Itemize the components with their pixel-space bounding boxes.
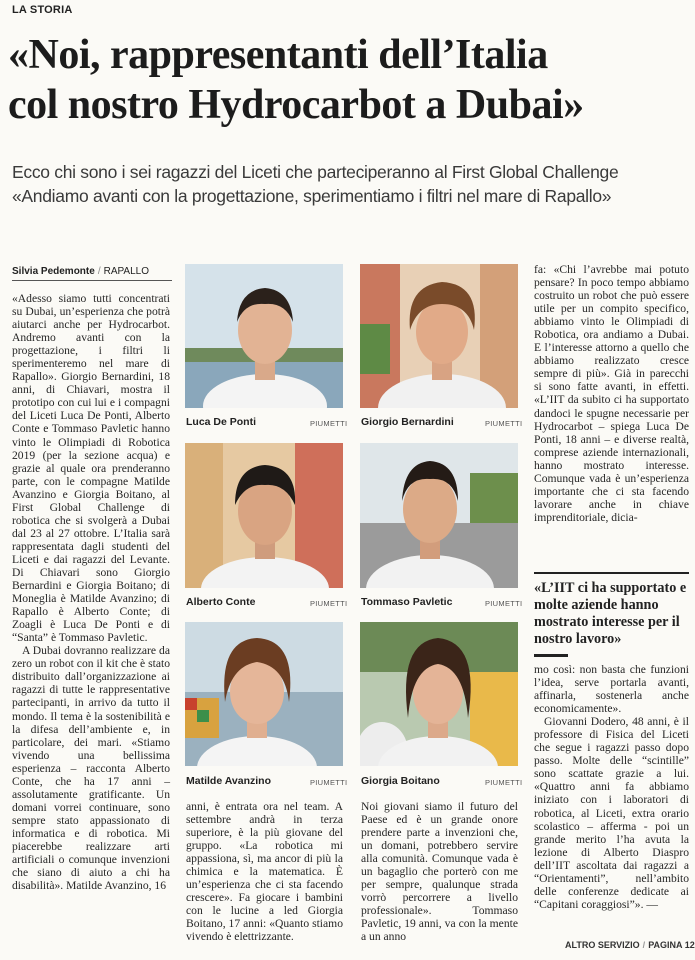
subhead-line: Ecco chi sono i sei ragazzi del Liceti che parteciperanno al First Global Challenge: [12, 162, 619, 182]
paragraph: A Dubai dovranno realizzare da zero un robot con il kit che è stato distribuito dall’organizzazione ai ragazzi di tutte le rappresentative partecipanti, in arrivo da tutto il mondo. Il tema è la sostenibilità e la difesa dell’ambiente e, in particolare, dei mari. «Stiamo vivendo una bellissima esperienza – racconta Alberto Conte, che ha 17 anni – assolutamente gratificante. Un domani vorrei continuare, sono sempre stato appassionato di informatica e di robotica. Mi piacerebbe realizzare arti artificiali o comunque invenzioni che siano di aiuto a chi ha disabilità». Matilde Avanzino, 16: [12, 644, 170, 893]
paragraph: fa: «Chi l’avrebbe mai potuto pensare? In poco tempo abbiamo costruito un robot che può essere utile per un compito specifico, abbiamo vinto le Olimpiadi di Robotica, ora andiamo a Dubai. E l’interesse attorno a quello che abbiamo realizzato cresce sempre di più». Già in parecchi si sono fatte avanti, in effetti. «L’IIT da subito ci ha supportato dandoci le spugne necessarie per Hydrocarbot – spiega Luca De Ponti, 18 anni – e diverse realtà, comprese aziende internazionali, hanno mostrato interesse. Comunque vada è un’esperienza importante che ci sta facendo lavorare anche in chiave imprenditoriale, dicia-: [534, 263, 689, 524]
photo-luca-de-ponti: [185, 264, 343, 408]
byline-rule: [12, 280, 172, 281]
article-column-3: [361, 800, 518, 944]
photo-credit: PIUMETTI: [485, 419, 523, 428]
subhead-line: «Andiamo avanti con la progettazione, sperimentiamo i filtri nel mare di Rapallo»: [12, 186, 612, 206]
photo-caption: Alberto Conte: [186, 596, 256, 608]
portrait-image: [185, 443, 343, 588]
photo-tommaso-pavletic: [360, 443, 518, 588]
portrait-image: [185, 264, 343, 408]
footer-left: ALTRO SERVIZIO: [565, 940, 640, 950]
portrait-image: [360, 622, 518, 766]
photo-matilde-avanzino: [185, 622, 343, 766]
portrait-image: [360, 264, 518, 408]
article-column-2: [186, 800, 343, 944]
photo-credit: PIUMETTI: [310, 778, 348, 787]
section-label: LA STORIA: [12, 4, 73, 16]
photo-credit: PIUMETTI: [485, 599, 523, 608]
pull-quote: «L’IIT ci ha supportato e molte aziende hanno mostrato interesse per il nostro lavoro»: [534, 580, 687, 647]
photo-caption: Giorgio Bernardini: [361, 416, 454, 428]
paragraph: Noi giovani siamo il futuro del Paese ed è un grande onore prendere parte a invenzioni che, un domani, potrebbero servire alla comunità. Comunque vada è un bagaglio che porterò con me per sempre, qualunque strada vorrò percorrere a livello professionale». Tommaso Pavletic, 19 anni, va con la mente a un anno: [361, 800, 518, 944]
pullquote-rule-top: [534, 572, 689, 574]
photo-caption: Luca De Ponti: [186, 416, 257, 428]
paragraph: anni, è entrata ora nel team. A settembre andrà in terza superiore, è la più giovane del gruppo. «La robotica mi appassiona, sì, ma ancor di più la chimica e la matematica. È un’esperienza che ci sta facendo crescere». Fa giocare i bambini con le lucine a led Giorgia Boitano, 17 anni: «Quanto stiamo vivendo è elettrizzante.: [186, 800, 343, 944]
headline: [8, 30, 693, 130]
paragraph: Giovanni Dodero, 48 anni, è il professore di Fisica del Liceti che segue i ragazzi passo dopo passo. Molte delle “scintille” sono scattate grazie a lui. «Quattro anni fa abbiamo iniziato con i laboratori di robotica, al Liceti, extra orario scolastico – afferma - poi un grande merito l’ha avuta la lezione di Alberto Diaspro dell’IIT ascoltata dai ragazzi a “Orientamenti”, nell’ambito delle conferenze dedicate ai “Capitani coraggiosi”». —: [534, 715, 689, 911]
paragraph: «Adesso siamo tutti concentrati su Dubai, un’esperienza che potrà aiutarci anche per Hydrocarbot. Andremo avanti con la progettazione, i filtri li sperimenteremo nel mare di Rapallo». Giorgio Bernardini, 18 anni, di Chiavari, mostra il prototipo con cui lui e i compagni del Liceti Luca De Ponti, Alberto Conte e Tommaso Pavletic hanno vinto le Olimpiadi di Robotica 2019 (per la sezione acqua) e grazie al quale ora prenderanno parte, con le compagne Matilde Avanzino e Giorgia Boitano, al First Global Challenge di robotica che si svolgerà a Dubai dal 23 al 27 ottobre. L’Italia sarà rappresentata dagli studenti del Liceti e dai ragazzi del Levante. Di Chiavari sono Giorgio Bernardini e Giorgia Boitano; di Moneglia è Matilde Avanzino; di Rapallo è Alberto Conte; di Zoagli è Luca De Ponti e di “Santa” è Tommaso Pavletic.: [12, 292, 170, 645]
article-column-1: [12, 292, 170, 892]
photo-caption: Tommaso Pavletic: [361, 596, 453, 608]
photo-giorgio-bernardini: [360, 264, 518, 408]
pullquote-rule-bottom: [534, 654, 568, 657]
page-footer: ALTRO SERVIZIO / PAGINA 12: [565, 940, 695, 950]
photo-giorgia-boitano: [360, 622, 518, 766]
headline-line: «Noi, rappresentanti dell’Italia: [8, 32, 548, 78]
photo-caption: Giorgia Boitano: [361, 775, 440, 787]
byline-place: RAPALLO: [103, 266, 149, 277]
headline-line: col nostro Hydrocarbot a Dubai»: [8, 82, 584, 128]
photo-alberto-conte: [185, 443, 343, 588]
author-name: Silvia Pedemonte: [12, 266, 95, 277]
subheadline: [12, 160, 692, 208]
photo-credit: PIUMETTI: [310, 419, 348, 428]
paragraph: mo così: non basta che funzioni l’idea, serve portarla avanti, affinarla, sostenerla anche economicamente».: [534, 663, 689, 716]
photo-caption: Matilde Avanzino: [186, 775, 271, 787]
byline: Silvia Pedemonte / RAPALLO: [12, 266, 149, 277]
photo-credit: PIUMETTI: [310, 599, 348, 608]
portrait-image: [360, 443, 518, 588]
photo-credit: PIUMETTI: [485, 778, 523, 787]
article-column-4-bottom: [534, 663, 689, 911]
article-column-4-top: [534, 263, 689, 524]
portrait-image: [185, 622, 343, 766]
page-number: PAGINA 12: [648, 940, 695, 950]
